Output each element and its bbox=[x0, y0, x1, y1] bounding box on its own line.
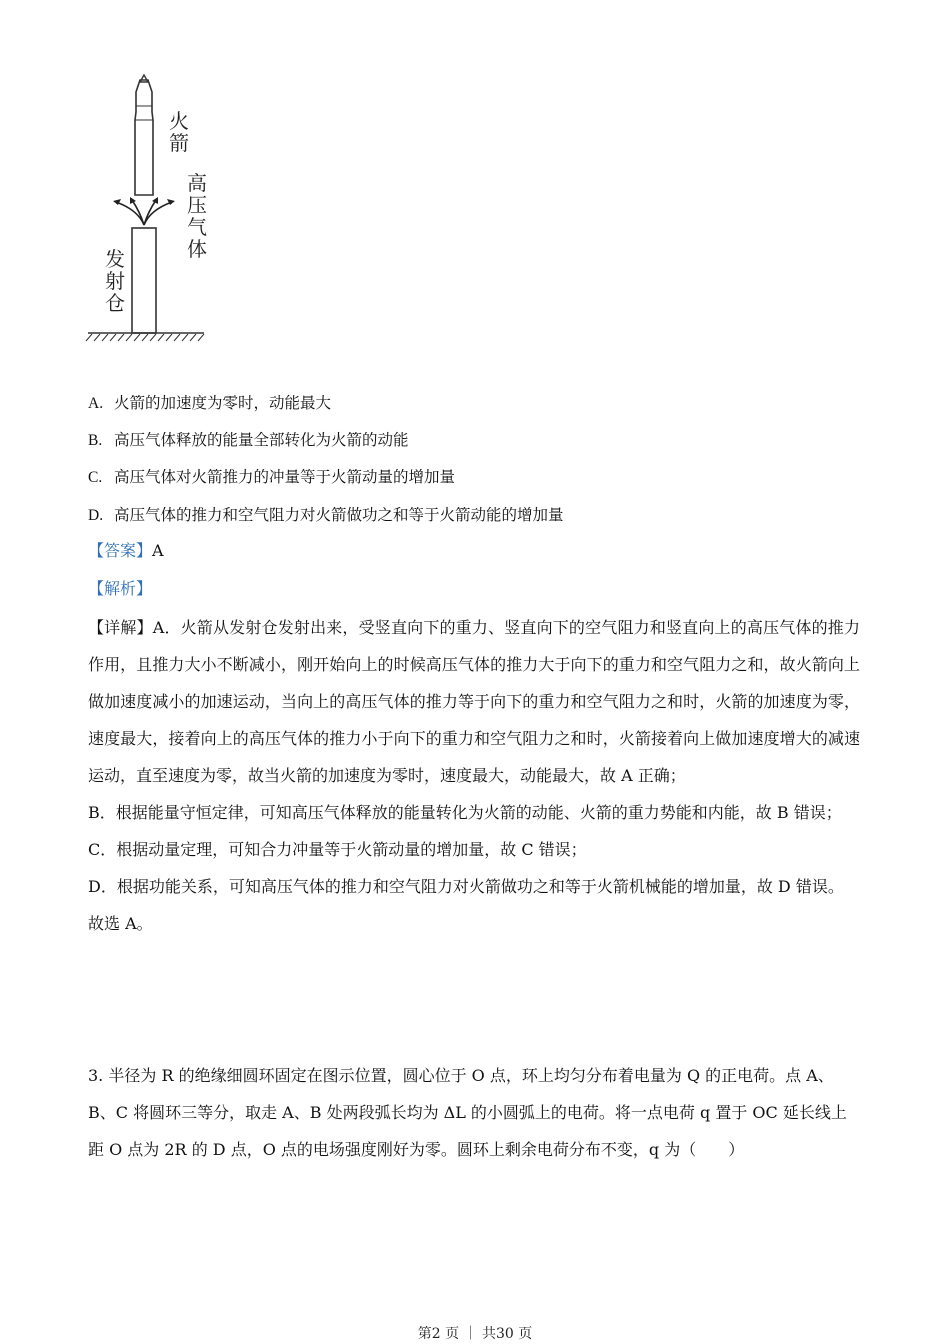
option-a bbox=[88, 392, 331, 415]
option-text: 高压气体释放的能量全部转化为火箭的动能 bbox=[114, 431, 409, 449]
analysis-line bbox=[88, 578, 152, 600]
detail-paragraph-a: 【详解】A．火箭从发射仓发射出来，受竖直向下的重力、竖直向下的空气阻力和竖直向上的高压气体的推力作用，且推力大小不断减小，刚开始向上的时候高压气体的推力大于向下的重力和空气阻力之和，故火箭向上做加速度减小的加速运动，当向上的高压气体的推力等于向下的重力和空气阻力之和时，火箭的加速度为零，速度最大，接着向上的高压气体的推力小于向下的重力和空气阻力之和时，火箭接着向上做加速度增大的减速运动，直至速度为零，故当火箭的加速度为零时，速度最大，动能最大，故 A 正确； bbox=[88, 618, 860, 785]
page-footer: 第2 页 ｜ 共30 页 bbox=[417, 1326, 533, 1342]
question-text: 半径为 R 的绝缘细圆环固定在图示位置，圆心位于 O 点，环上均匀分布着电量为 Q 的正电荷。点 A、B、C 将圆环三等分，取走 A、B 处两段弧长均为 ΔL 的小圆弧上的电荷。将一点电荷 q 置于 OC 延长线上距 O 点为 2R 的 D 点，O 点的电场强度刚好为零。圆环上剩余电荷分布不变，q 为（ ） bbox=[88, 1066, 847, 1159]
option-text: 高压气体的推力和空气阻力对火箭做功之和等于火箭动能的增加量 bbox=[114, 506, 564, 524]
option-c bbox=[88, 466, 455, 489]
silo-label: 发 射 仓 bbox=[105, 247, 125, 315]
question-number: 3. bbox=[88, 1066, 104, 1085]
option-letter: B. bbox=[88, 432, 103, 449]
option-letter: D. bbox=[88, 507, 104, 524]
detail-block bbox=[88, 609, 860, 942]
option-letter: C. bbox=[88, 469, 103, 486]
option-text: 火箭的加速度为零时，动能最大 bbox=[114, 394, 332, 412]
answer-line bbox=[88, 540, 164, 562]
analysis-tag: 【解析】 bbox=[88, 579, 153, 598]
detail-paragraph-b: B．根据能量守恒定律，可知高压气体释放的能量转化为火箭的动能、火箭的重力势能和内能，故 B 错误； bbox=[88, 803, 842, 822]
rocket-launch-figure bbox=[80, 70, 220, 350]
option-d bbox=[88, 504, 564, 527]
detail-conclusion: 故选 A。 bbox=[88, 914, 153, 933]
gas-label: 高 压 气 体 bbox=[187, 171, 207, 261]
detail-paragraph-d: D．根据功能关系，可知高压气体的推力和空气阻力对火箭做功之和等于火箭机械能的增加量，故 D 错误。 bbox=[88, 877, 844, 896]
question-3 bbox=[88, 1057, 860, 1168]
rocket-label: 火 箭 bbox=[169, 109, 189, 155]
detail-paragraph-c: C．根据动量定理，可知合力冲量等于火箭动量的增加量，故 C 错误； bbox=[88, 840, 587, 859]
option-b bbox=[88, 429, 409, 452]
answer-tag: 【答案】 bbox=[88, 541, 153, 560]
option-text: 高压气体对火箭推力的冲量等于火箭动量的增加量 bbox=[114, 468, 456, 486]
answer-value: A bbox=[152, 541, 164, 560]
detail-tag: 【详解】 bbox=[88, 618, 153, 637]
option-letter: A. bbox=[88, 395, 104, 412]
